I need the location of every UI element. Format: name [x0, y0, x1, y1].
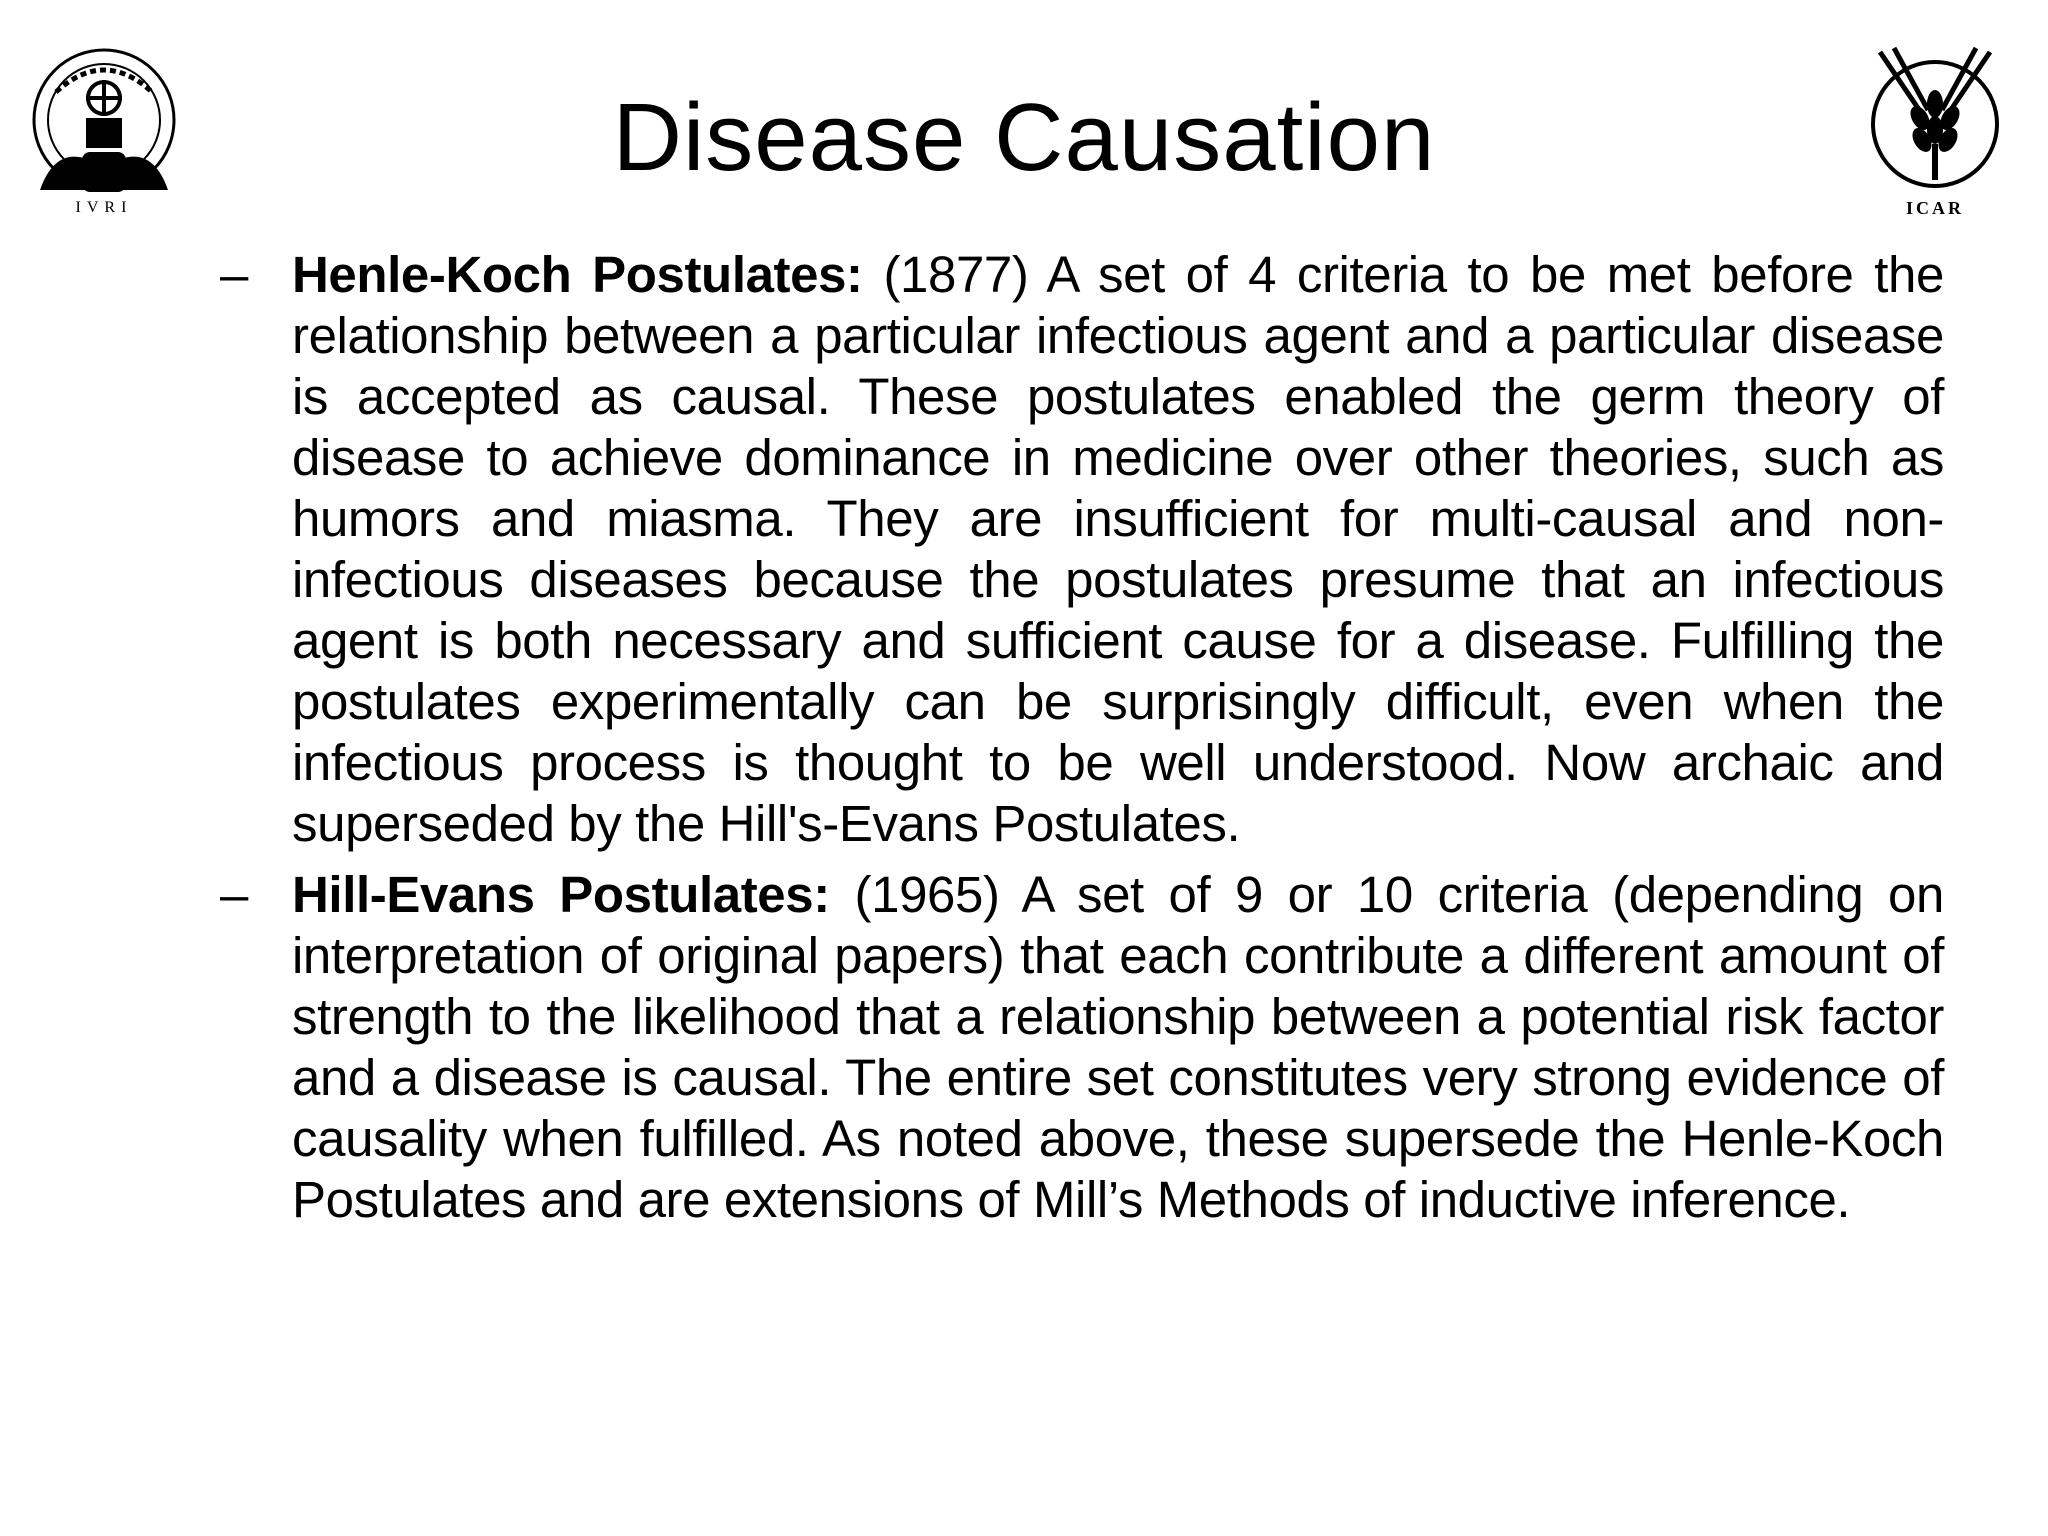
icar-logo-label: ICAR — [1905, 198, 1965, 218]
bullet-term: Henle-Koch Postulates: — [292, 246, 863, 303]
slide-title: Disease Causation — [612, 84, 1436, 191]
bullet-dash-marker: – — [220, 246, 249, 303]
icar-logo — [1860, 44, 2010, 220]
icar-wheat-emblem-icon — [1860, 44, 2010, 220]
bullet-description: (1965) A set of 9 or 10 criteria (depending on interpretation of original papers) that each contribute a different amount of strength to the likelihood that a relationship between a potential risk factor and a disease is causal. The entire set constitutes very strong evidence of causality when fulfilled. As noted above, these supersede the Henle-Koch Postulates and are extensions of Mill’s Methods of inductive inference. — [292, 866, 1944, 1228]
bullet-text — [292, 244, 1944, 854]
bullet-hill-evans — [220, 864, 1944, 1230]
bullet-text — [292, 864, 1944, 1230]
bullet-list — [220, 244, 1944, 1240]
bullet-henle-koch — [220, 244, 1944, 854]
bullet-term: Hill-Evans Postulates: — [292, 866, 830, 923]
ivri-logo-label: IVRI — [75, 199, 133, 216]
bullet-dash-marker: – — [220, 866, 249, 923]
bullet-description: (1877) A set of 4 criteria to be met before the relationship between a particular infectious agent and a particular disease is accepted as causal. These postulates enabled the germ theory of disease to achieve dominance in medicine over other theories, such as humors and miasma. They are insufficient for multi-causal and non-infectious diseases because the postulates presume that an infectious agent is both necessary and sufficient cause for a disease. Fulfilling the postulates experimentally can be surprisingly difficult, even when the infectious process is thought to be well understood. Now archaic and superseded by the Hill's-Evans Postulates. — [292, 246, 1944, 852]
